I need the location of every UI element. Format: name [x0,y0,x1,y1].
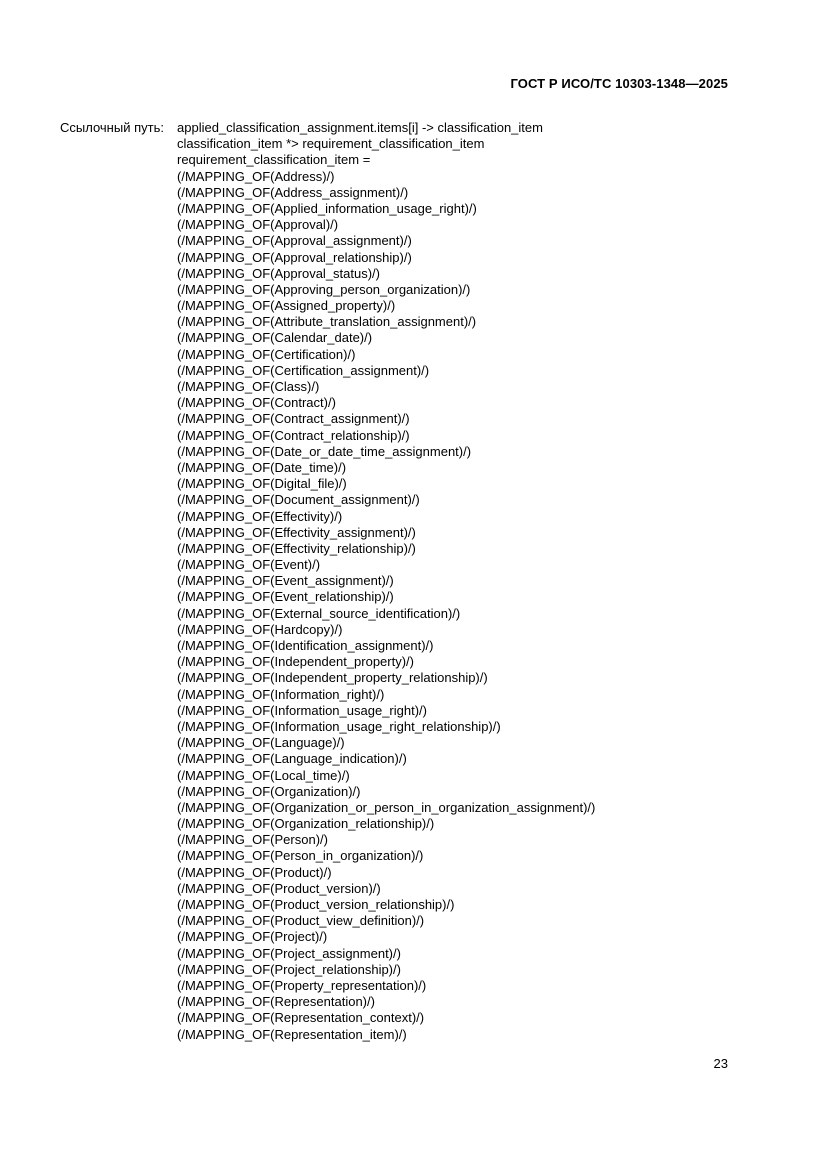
reference-path-line: (/MAPPING_OF(Organization_relationship)/) [177,816,435,832]
document-header: ГОСТ Р ИСО/ТС 10303-1348—2025 [510,76,728,91]
reference-path-line: (/MAPPING_OF(Identification_assignment)/) [177,638,434,653]
reference-path-line: (/MAPPING_OF(Certification_assignment)/) [177,362,430,378]
reference-path-line: classification_item *> requirement_classification_item [177,136,485,152]
reference-path-line: (/MAPPING_OF(Property_representation)/) [177,977,427,993]
reference-path-line: (/MAPPING_OF(Address)/) [177,168,335,184]
reference-path-line: (/MAPPING_OF(Effectivity_assignment)/) [177,524,416,540]
reference-path-line: (/MAPPING_OF(Approval_status)/) [177,265,380,281]
reference-path-line: (/MAPPING_OF(Representation_item)/) [177,1026,407,1042]
reference-path-line: (/MAPPING_OF(Assigned_property)/) [177,298,396,314]
reference-path-line: (/MAPPING_OF(Contract)/) [177,395,336,411]
reference-path-line: (/MAPPING_OF(Representation_context)/) [177,1010,425,1026]
reference-path-line: (/MAPPING_OF(Language_indication)/) [177,751,407,767]
reference-path-line: (/MAPPING_OF(Calendar_date)/) [177,330,373,346]
reference-path-line: (/MAPPING_OF(Product)/) [177,864,332,880]
reference-path-line: (/MAPPING_OF(Language)/) [177,735,345,751]
reference-path-line: (/MAPPING_OF(Contract_relationship)/) [177,427,410,443]
reference-path-line: (/MAPPING_OF(Approval_assignment)/) [177,233,412,249]
reference-path-line: (/MAPPING_OF(Information_right)/) [177,686,385,702]
reference-path-line: (/MAPPING_OF(Date_or_date_time_assignment)/) [177,443,472,459]
reference-path-label: Ссылочный путь: [60,120,164,135]
reference-path-line: (/MAPPING_OF(Person_in_organization)/) [177,848,424,864]
reference-path-line: (/MAPPING_OF(Effectivity_relationship)/) [177,540,416,556]
reference-path-line: applied_classification_assignment.items[i] -> classification_item [177,120,543,135]
reference-path-line: (/MAPPING_OF(Certification)/) [177,346,356,362]
reference-path-line: (/MAPPING_OF(Person)/) [177,832,328,848]
reference-path-line: (/MAPPING_OF(External_source_identification)/) [177,605,461,621]
reference-path-line: (/MAPPING_OF(Class)/) [177,379,320,394]
reference-path-line: (/MAPPING_OF(Independent_property_relationship)/) [177,670,488,686]
reference-path-line: (/MAPPING_OF(Local_time)/) [177,767,350,783]
reference-path-line: (/MAPPING_OF(Effectivity)/) [177,508,343,524]
reference-path-line: (/MAPPING_OF(Project_assignment)/) [177,945,401,961]
reference-path-line: (/MAPPING_OF(Organization_or_person_in_organization_assignment)/) [177,799,596,815]
reference-path-line: (/MAPPING_OF(Digital_file)/) [177,476,347,492]
reference-path-line: (/MAPPING_OF(Date_time)/) [177,459,347,475]
reference-path-lines [177,120,595,1043]
reference-path-line: (/MAPPING_OF(Approval)/) [177,217,339,233]
page-number: 23 [713,1056,728,1071]
reference-path-line: (/MAPPING_OF(Product_view_definition)/) [177,913,425,929]
reference-path-line: (/MAPPING_OF(Contract_assignment)/) [177,411,410,427]
reference-path-line: (/MAPPING_OF(Address_assignment)/) [177,184,409,200]
reference-path-line: (/MAPPING_OF(Event_assignment)/) [177,573,394,589]
reference-path-line: (/MAPPING_OF(Event)/) [177,557,321,573]
reference-path-line: (/MAPPING_OF(Approval_relationship)/) [177,249,412,265]
reference-path-line: (/MAPPING_OF(Project)/) [177,929,328,945]
reference-path-line: (/MAPPING_OF(Event_relationship)/) [177,589,394,605]
reference-path-line: (/MAPPING_OF(Project_relationship)/) [177,961,401,977]
reference-path-line: (/MAPPING_OF(Document_assignment)/) [177,492,420,508]
reference-path-line: (/MAPPING_OF(Approving_person_organization)/) [177,281,471,297]
reference-path-line: (/MAPPING_OF(Product_version)/) [177,880,381,896]
reference-path-line: (/MAPPING_OF(Applied_information_usage_right)/) [177,200,477,216]
reference-path-line: (/MAPPING_OF(Independent_property)/) [177,654,414,670]
reference-path-line: (/MAPPING_OF(Representation)/) [177,994,375,1010]
reference-path-line: requirement_classification_item = [177,152,371,168]
reference-path-line: (/MAPPING_OF(Attribute_translation_assignment)/) [177,314,477,330]
reference-path-line: (/MAPPING_OF(Organization)/) [177,783,361,799]
reference-path-line: (/MAPPING_OF(Product_version_relationship)/) [177,897,455,912]
reference-path-line: (/MAPPING_OF(Information_usage_right)/) [177,702,427,718]
reference-path-line: (/MAPPING_OF(Hardcopy)/) [177,621,343,637]
reference-path-line: (/MAPPING_OF(Information_usage_right_relationship)/) [177,718,501,734]
